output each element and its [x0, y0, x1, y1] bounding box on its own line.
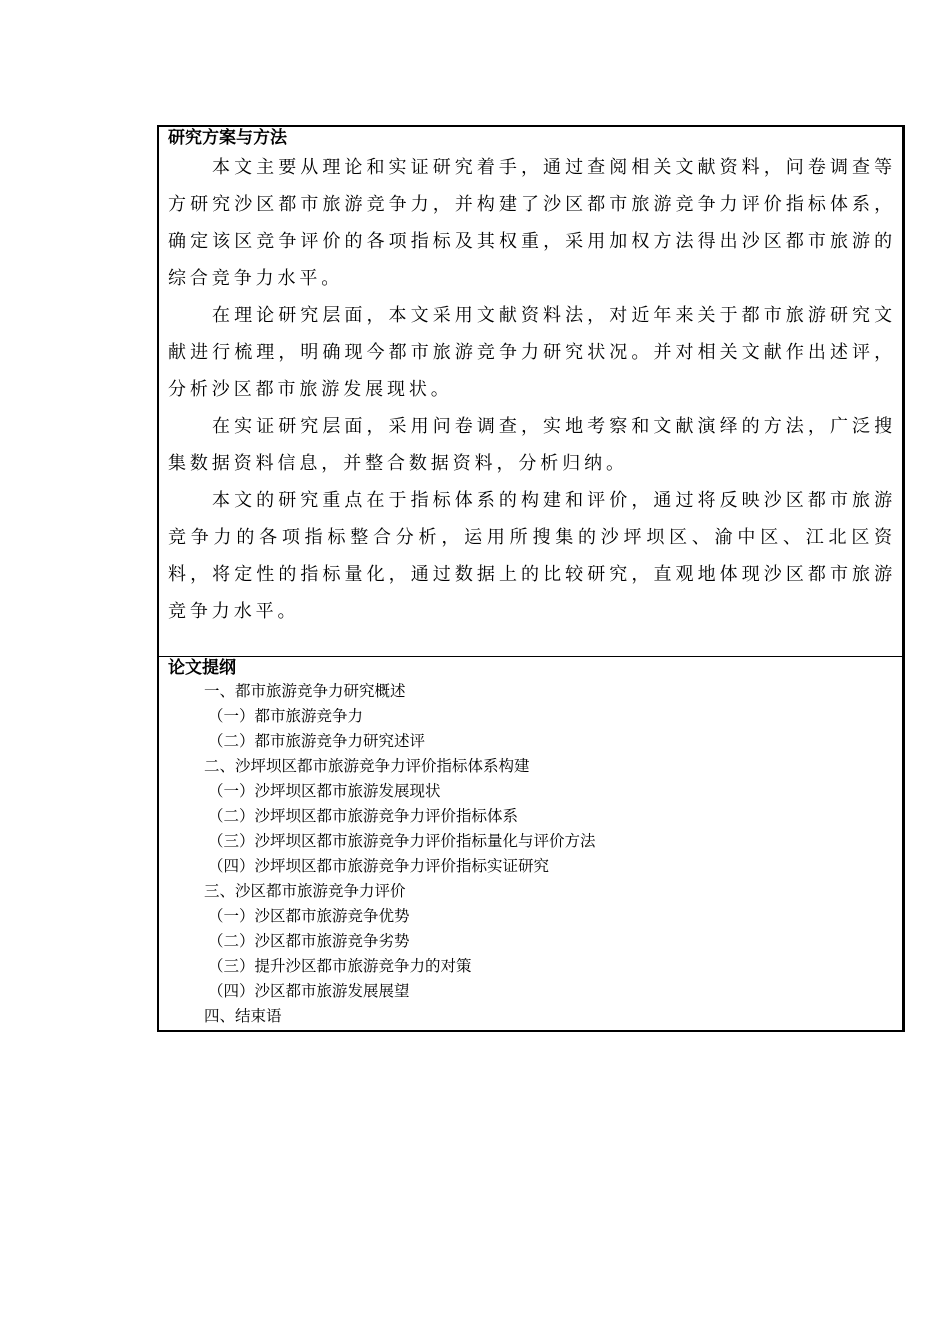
outline-item: 四、结束语 [204, 1007, 282, 1025]
research-paragraph-1: 本文主要从理论和实证研究着手，通过查阅相关文献资料，问卷调查等方研究沙区都市旅游竞争力，并构建了沙区都市旅游竞争力评价指标体系，确定该区竞争评价的各项指标及其权重，采用加权方法得出沙区都市旅游的综合竞争力水平。 [168, 157, 896, 289]
thesis-outline-heading: 论文提纲 [168, 658, 236, 678]
outline-item: 三、沙区都市旅游竞争力评价 [204, 882, 406, 900]
research-paragraph-3: 在实证研究层面，采用问卷调查，实地考察和文献演绎的方法，广泛搜集数据资料信息，并整合数据资料，分析归纳。 [168, 416, 896, 474]
outline-item: （一）沙区都市旅游竞争优势 [208, 907, 410, 925]
outline-item: （三）沙坪坝区都市旅游竞争力评价指标量化与评价方法 [208, 832, 596, 850]
thesis-outline-list [168, 679, 902, 1029]
outline-item: （一）沙坪坝区都市旅游发展现状 [208, 782, 441, 800]
outline-item: （二）沙坪坝区都市旅游竞争力评价指标体系 [208, 807, 519, 825]
research-paragraph-4: 本文的研究重点在于指标体系的构建和评价，通过将反映沙区都市旅游竞争力的各项指标整合分析，运用所搜集的沙坪坝区、渝中区、江北区资料，将定性的指标量化，通过数据上的比较研究，直观地体现沙区都市旅游竞争力水平。 [168, 490, 896, 622]
outline-item: （三）提升沙区都市旅游竞争力的对策 [208, 957, 472, 975]
outline-item: 一、都市旅游竞争力研究概述 [204, 682, 406, 700]
form-table [157, 125, 905, 1032]
outline-item: （四）沙区都市旅游发展展望 [208, 982, 410, 1000]
outline-item: （一）都市旅游竞争力 [208, 707, 364, 725]
thesis-outline-cell [159, 657, 902, 1030]
outline-item: （二）都市旅游竞争力研究述评 [208, 732, 426, 750]
research-methods-cell [159, 127, 902, 657]
research-methods-heading: 研究方案与方法 [168, 128, 287, 148]
outline-item: （四）沙坪坝区都市旅游竞争力评价指标实证研究 [208, 857, 550, 875]
research-paragraph-2: 在理论研究层面，本文采用文献资料法，对近年来关于都市旅游研究文献进行梳理，明确现今都市旅游竞争力研究状况。并对相关文献作出述评， 分析沙区都市旅游发展现状。 [168, 305, 896, 400]
outline-item: （二）沙区都市旅游竞争劣势 [208, 932, 410, 950]
outline-item: 二、沙坪坝区都市旅游竞争力评价指标体系构建 [204, 757, 530, 775]
